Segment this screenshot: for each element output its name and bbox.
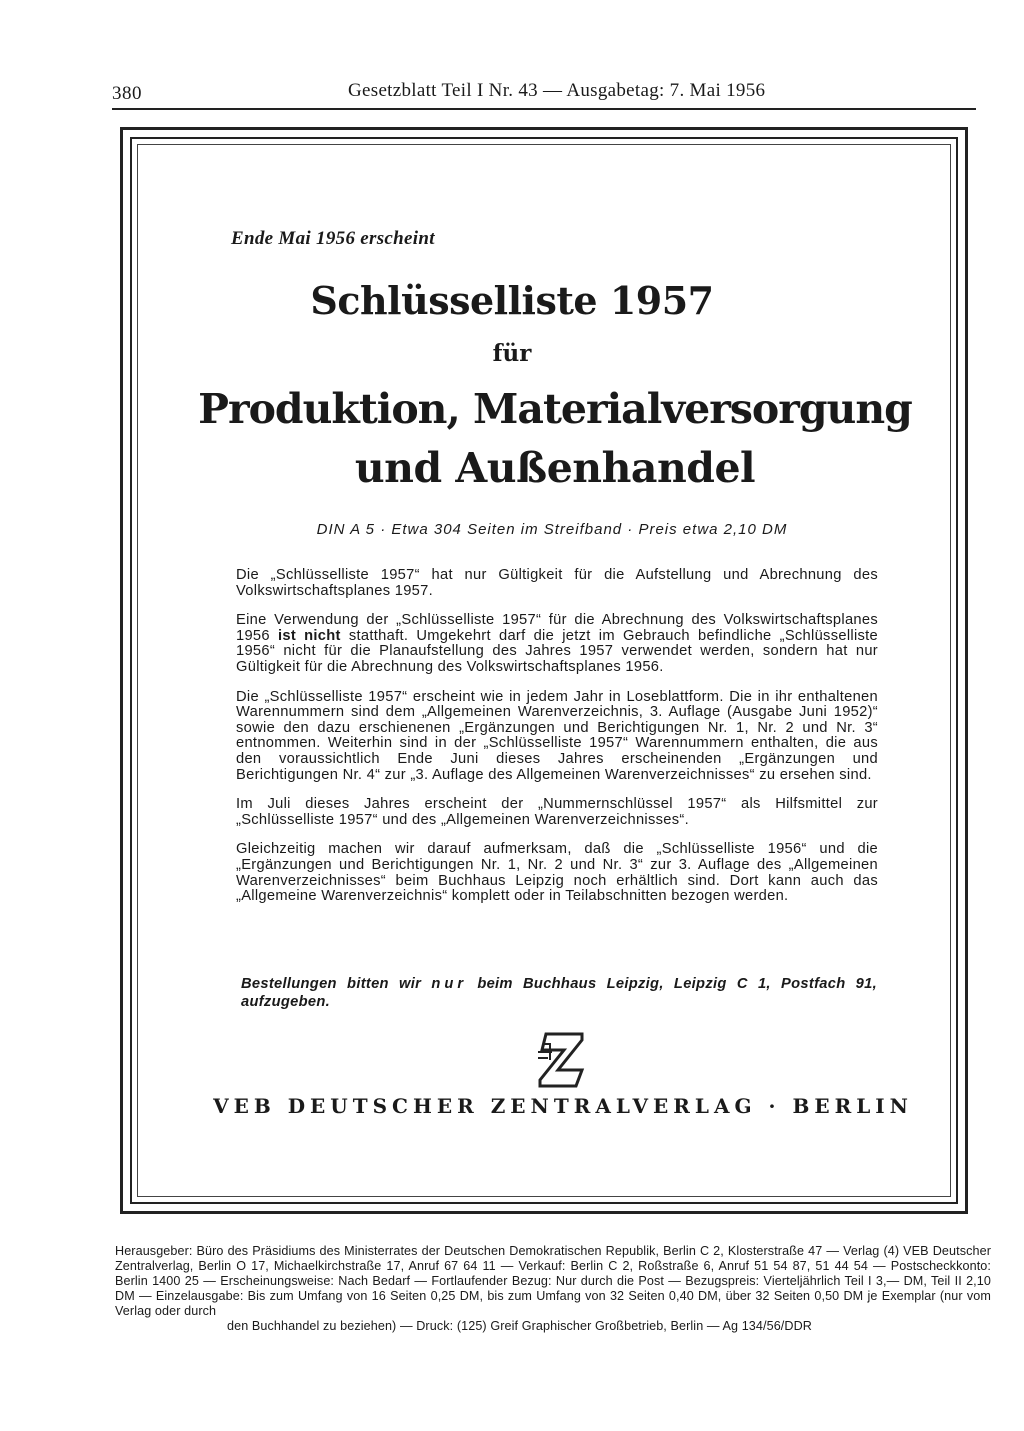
paragraph-2-end: statthaft. Umgekehrt darf die jetzt im Gebrauch befindliche „Schlüsselliste 1956“ nicht für die Planaufstellung des Jahres 1957 verwendet werden, sondern hat nur Gültigkeit für die Abrechnung des Volkswirtschaftsplanes 1956. bbox=[236, 627, 878, 675]
running-head: Gesetzblatt Teil I Nr. 43 — Ausgabetag: 7. Mai 1956 bbox=[348, 80, 766, 101]
title-line-2: Produktion, Materialversorgung bbox=[198, 385, 912, 433]
page-header bbox=[112, 80, 976, 110]
imprint bbox=[115, 1244, 991, 1334]
book-specs: DIN A 5 · Etwa 304 Seiten im Streifband · Preis etwa 2,10 DM bbox=[316, 521, 788, 538]
paragraph-4: Im Juli dieses Jahres erscheint der „Nummernschlüssel 1957“ als Hilfsmittel zur „Schlüsselliste 1957“ und des „Allgemeinen Warenverzeichnisses“. bbox=[236, 796, 878, 828]
title-line-3: und Außenhandel bbox=[354, 444, 756, 492]
title-fuer: für bbox=[492, 340, 532, 367]
body-text bbox=[236, 568, 878, 919]
paragraph-1: Die „Schlüsselliste 1957“ hat nur Gültigkeit für die Aufstellung und Abrechnung des Volkswirtschaftsplanes 1957. bbox=[236, 567, 878, 599]
publisher-name: VEB DEUTSCHER ZENTRALVERLAG · BERLIN bbox=[213, 1094, 913, 1118]
paragraph-2-start: Eine Verwendung der „Schlüsselliste 1957“ für die Abrechnung des Volkswirtschaftsplanes 1956 bbox=[236, 612, 878, 644]
paragraph-5: Gleichzeitig machen wir darauf aufmerksam, daß die „Schlüsselliste 1956“ und die „Ergänzungen und Berichtigungen Nr. 1, Nr. 2 und Nr. 3“ zur 3. Auflage des „Allgemeinen Warenverzeichnisses“ beim Buchhaus Leipzig noch erhältlich sind. Dort kann auch das „Allgemeine Warenverzeichnis“ komplett oder in Teilabschnitten bezogen werden. bbox=[236, 841, 878, 905]
publisher-logo-icon bbox=[532, 1030, 590, 1090]
order-note bbox=[241, 975, 877, 1011]
title-main: Schlüsselliste 1957 bbox=[310, 278, 714, 323]
paragraph-2-emphasis: ist nicht bbox=[278, 627, 341, 644]
order-note-start: Bestellungen bitten wir bbox=[241, 976, 422, 992]
announcement: Ende Mai 1956 erscheint bbox=[231, 228, 435, 249]
page-number: 380 bbox=[112, 83, 142, 104]
paragraph-3: Die „Schlüsselliste 1957“ erscheint wie in jedem Jahr in Loseblattform. Die in ihr enthaltenen Warennummern sind dem „Allgemeinen Warenverzeichnis, 3. Auflage (Ausgabe Juni 1952)“ sowie den dazu erschienenen „Ergänzungen und Berichtigungen Nr. 1, Nr. 2 und Nr. 3“ entnommen. Weiterhin sind in der „Schlüsselliste 1957“ Warennummern enthalten, die aus den voraussichtlich Ende Juni dieses Jahres erscheinenden „Ergänzungen und Berichtigungen Nr. 4“ zur „3. Auflage des Allgemeinen Warenverzeichnisses“ zu ersehen sind. bbox=[236, 688, 878, 783]
paragraph-2 bbox=[236, 613, 878, 675]
order-note-end: beim Buchhaus Leipzig, Leipzig C 1, Postfach 91, aufzugeben. bbox=[241, 976, 878, 1010]
imprint-last-line: den Buchhandel zu beziehen) — Druck: (125) Greif Graphischer Großbetrieb, Berlin — Ag 134/56/DDR bbox=[227, 1319, 812, 1333]
order-note-emphasis: nur bbox=[431, 976, 468, 992]
imprint-main: Herausgeber: Büro des Präsidiums des Ministerrates der Deutschen Demokratischen Republik, Berlin C 2, Klosterstraße 47 — Verlag (4) VEB Deutscher Zentralverlag, Berlin O 17, Michaelkirchstraße 17, Anruf 67 64 11 — Verkauf: Berlin C 2, Roßstraße 6, Anruf 51 54 87, 51 44 54 — Postscheckkonto: Berlin 1400 25 — Erscheinungsweise: Nach Bedarf — Fortlaufender Bezug: Nur durch die Post — Bezugspreis: Vierteljährlich Teil I 3,— DM, Teil II 2,10 DM — Einzelausgabe: Bis zum Umfang von 16 Seiten 0,25 DM, bis zum Umfang von 32 Seiten 0,40 DM, über 32 Seiten 0,50 DM je Exemplar (nur vom Verlag oder durch bbox=[115, 1244, 991, 1318]
